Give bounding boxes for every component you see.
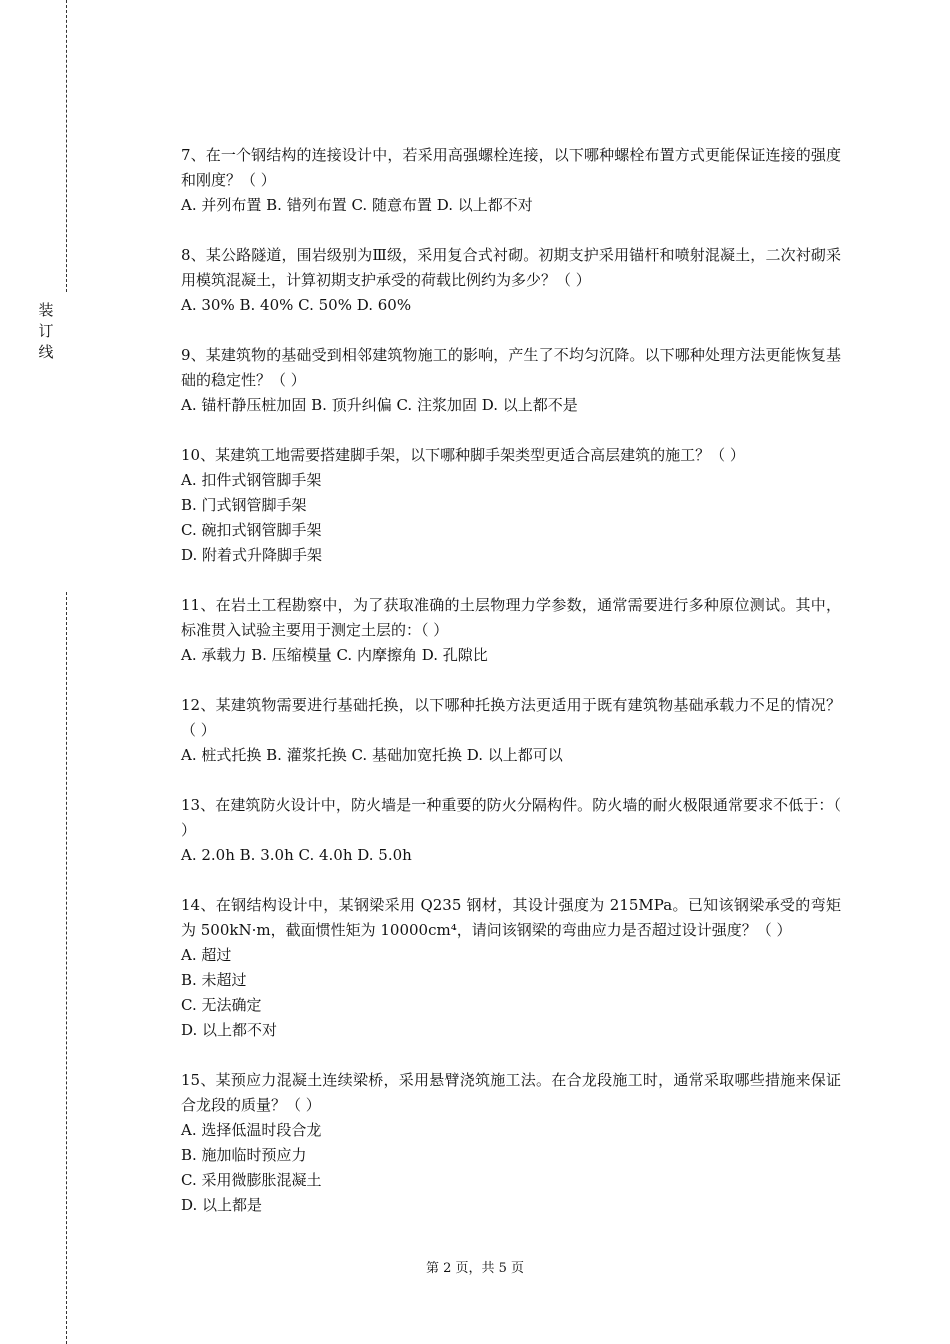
- question-text: 13、在建筑防火设计中，防火墙是一种重要的防火分隔构件。防火墙的耐火极限通常要求不低于：（ ）: [181, 796, 841, 839]
- binding-char: 订: [38, 322, 54, 340]
- question-text: 11、在岩土工程勘察中，为了获取准确的土层物理力学参数，通常需要进行多种原位测试。其中，标准贯入试验主要用于测定土层的：（ ）: [181, 596, 841, 639]
- option-d: D. 以上都是: [181, 1196, 263, 1214]
- question-8: [181, 243, 841, 318]
- question-options: A. 锚杆静压桩加固 B. 顶升纠偏 C. 注浆加固 D. 以上都不是: [181, 396, 578, 414]
- option-d: D. 以上都不对: [181, 1021, 278, 1039]
- question-text: 14、在钢结构设计中，某钢梁采用 Q235 钢材，其设计强度为 215MPa。已知该钢梁承受的弯矩为 500kN·m，截面惯性矩为 10000cm⁴，请问该钢梁的弯曲应力是否超过设计强度？（ ）: [181, 896, 841, 939]
- question-options: A. 承载力 B. 压缩模量 C. 内摩擦角 D. 孔隙比: [181, 646, 488, 664]
- question-options: A. 30% B. 40% C. 50% D. 60%: [181, 296, 412, 314]
- question-9: [181, 343, 841, 418]
- question-11: [181, 593, 841, 668]
- binding-line-top: [66, 0, 67, 292]
- question-text: 7、在一个钢结构的连接设计中，若采用高强螺栓连接，以下哪种螺栓布置方式更能保证连接的强度和刚度？（ ）: [181, 146, 841, 189]
- question-10: [181, 443, 841, 568]
- option-a: A. 超过: [181, 946, 232, 964]
- question-7: [181, 143, 841, 218]
- option-c: C. 采用微膨胀混凝土: [181, 1171, 322, 1189]
- option-b: B. 门式钢管脚手架: [181, 496, 307, 514]
- option-a: A. 扣件式钢管脚手架: [181, 471, 322, 489]
- question-13: [181, 793, 841, 868]
- binding-line-bottom: [66, 592, 67, 1344]
- question-text: 15、某预应力混凝土连续梁桥，采用悬臂浇筑施工法。在合龙段施工时，通常采取哪些措施来保证合龙段的质量？（ ）: [181, 1071, 841, 1114]
- question-12: [181, 693, 841, 768]
- option-c: C. 无法确定: [181, 996, 262, 1014]
- question-options: A. 2.0h B. 3.0h C. 4.0h D. 5.0h: [181, 846, 412, 864]
- binding-char: 线: [38, 343, 54, 361]
- question-text: 8、某公路隧道，围岩级别为Ⅲ级，采用复合式衬砌。初期支护采用锚杆和喷射混凝土，二次衬砌采用模筑混凝土，计算初期支护承受的荷载比例约为多少？（ ）: [181, 246, 841, 289]
- question-text: 10、某建筑工地需要搭建脚手架，以下哪种脚手架类型更适合高层建筑的施工？（ ）: [181, 446, 745, 464]
- question-14: [181, 893, 841, 1043]
- page-footer: 第 2 页，共 5 页: [425, 1261, 525, 1276]
- binding-label: [36, 300, 56, 363]
- option-b: B. 未超过: [181, 971, 247, 989]
- binding-char: 装: [38, 301, 54, 319]
- question-text: 12、某建筑物需要进行基础托换，以下哪种托换方法更适用于既有建筑物基础承载力不足的情况？（ ）: [181, 696, 841, 739]
- option-d: D. 附着式升降脚手架: [181, 546, 323, 564]
- option-c: C. 碗扣式钢管脚手架: [181, 521, 322, 539]
- question-15: [181, 1068, 841, 1218]
- option-a: A. 选择低温时段合龙: [181, 1121, 322, 1139]
- question-options: A. 桩式托换 B. 灌浆托换 C. 基础加宽托换 D. 以上都可以: [181, 746, 563, 764]
- question-options: A. 并列布置 B. 错列布置 C. 随意布置 D. 以上都不对: [181, 196, 533, 214]
- question-text: 9、某建筑物的基础受到相邻建筑物施工的影响，产生了不均匀沉降。以下哪种处理方法更能恢复基础的稳定性？（ ）: [181, 346, 841, 389]
- option-b: B. 施加临时预应力: [181, 1146, 307, 1164]
- question-list: [181, 143, 841, 1243]
